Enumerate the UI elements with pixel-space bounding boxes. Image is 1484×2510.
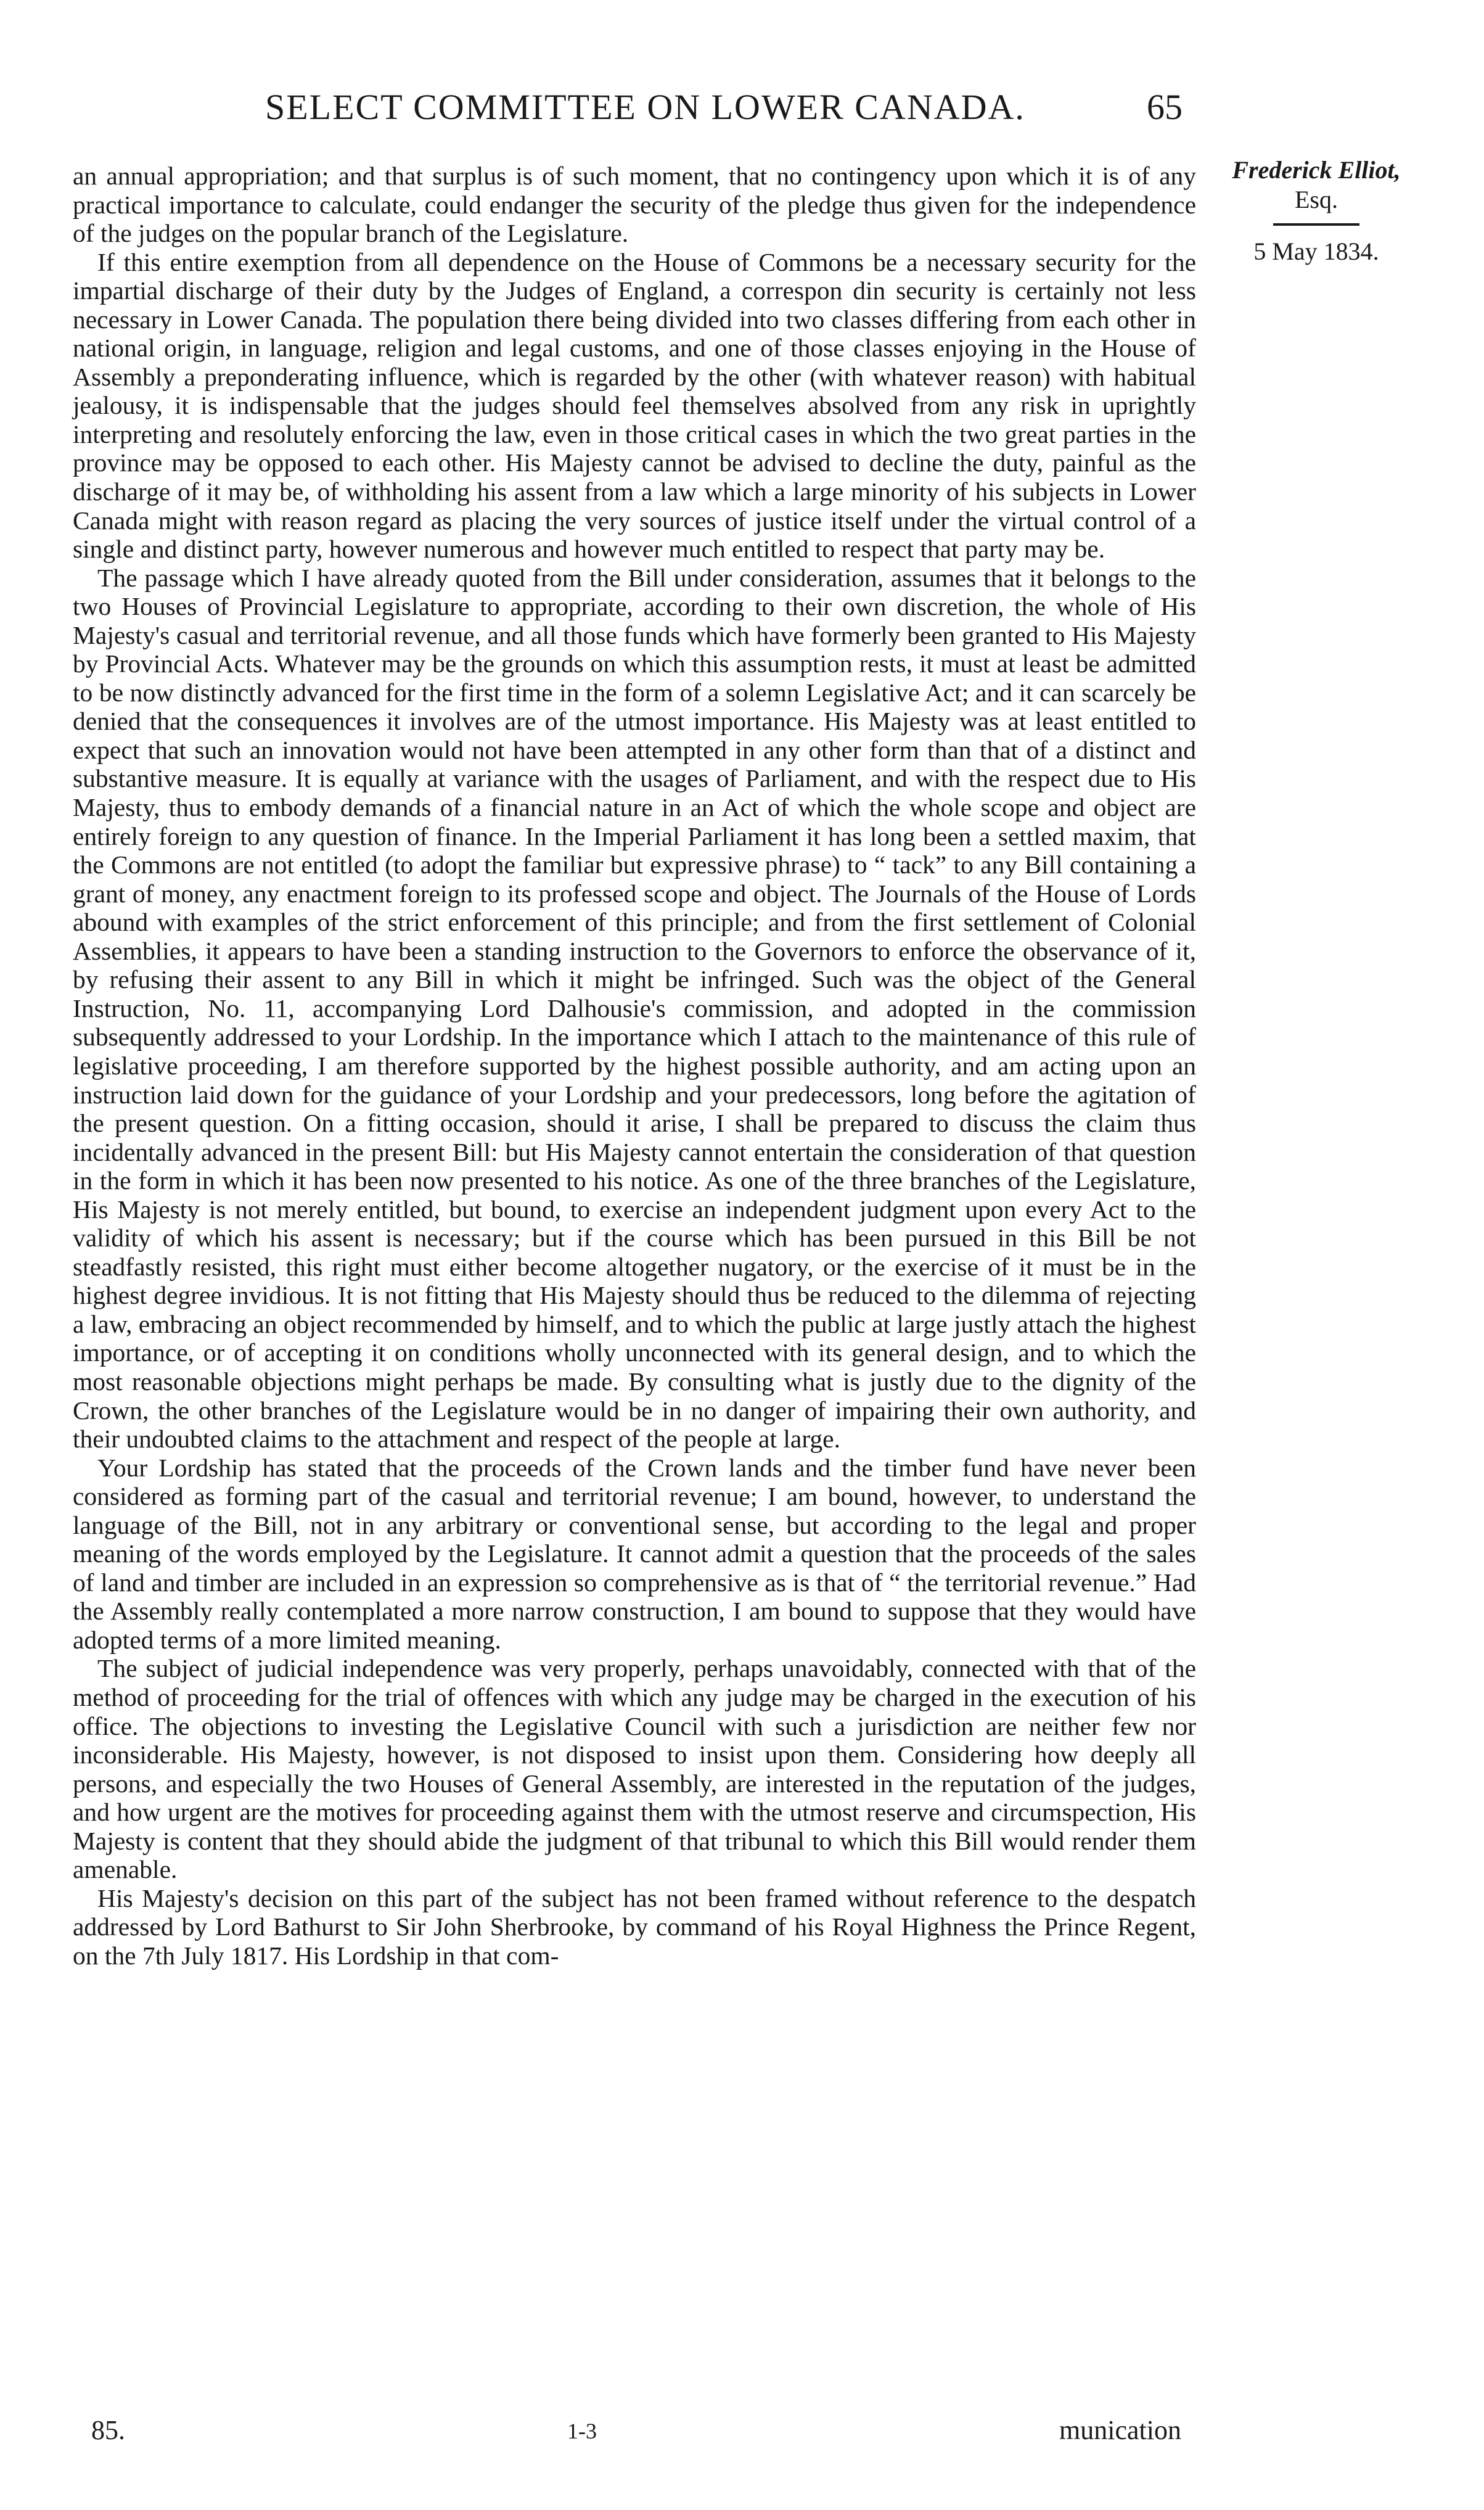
paragraph: The passage which I have already quoted from the Bill under consideration, assumes that it belongs to the two Houses of Provincial Legislature to appropriate, according to their own discretion, the whole of His Majesty's casual and territorial revenue, and all those funds which have formerly been granted to His Majesty by Provincial Acts. Whatever may be the grounds on which this assumption rests, it must at least be admitted to be now distinctly advanced for the first time in the form of a solemn Legislative Act; and it can scarcely be denied that the consequences it involves are of the utmost importance. His Majesty was at least entitled to expect that such an innovation would not have been attempted in any other form than that of a distinct and substantive measure. It is equally at variance with the usages of Parliament, and with the respect due to His Majesty, thus to embody demands of a financial nature in an Act of which the whole scope and object are entirely foreign to any question of finance. In the Imperial Parliament it has long been a settled maxim, that the Commons are not entitled (to adopt the familiar but expressive phrase) to “ tack” to any Bill containing a grant of money, any enactment foreign to its professed scope and object. The Journals of the House of Lords abound with examples of the strict enforcement of this principle; and from the first settlement of Colonial Assemblies, it appears to have been a standing instruction to the Governors to enforce the observance of it, by refusing their assent to any Bill in which it might be infringed. Such was the object of the General Instruction, No. 11, accompanying Lord Dalhousie's commission, and adopted in the commission subsequently addressed to your Lordship. In the importance which I attach to the maintenance of this rule of legislative proceeding, I am therefore supported by the highest possible authority, and am acting upon an instruction laid down for the guidance of your Lordship and your predecessors, long before the agitation of the present question. On a fitting occasion, should it arise, I shall be prepared to discuss the claim thus incidentally advanced in the present Bill: but His Majesty cannot entertain the consideration of that question in the form in which it has been now presented to his notice. As one of the three branches of the Legislature, His Majesty is not merely entitled, but bound, to exercise an independent judgment upon every Act to the validity of which his assent is necessary; but if the course which has been pursued in this Bill be not steadfastly resisted, this right must either become altogether nugatory, or the exercise of it must be in the highest degree invidious. It is not fitting that His Majesty should thus be reduced to the dilemma of rejecting a law, embracing an object recommended by himself, and to which the public at large justly attach the highest importance, or of accepting it on conditions wholly unconnected with its general design, and to which the most reasonable objections might perhaps be made. By consulting what is justly due to the dignity of the Crown, the other branches of the Legislature would be in no danger of impairing their own authority, and their undoubted claims to the attachment and respect of the people at large. [73,563,1196,1454]
page-number: 65 [1147,87,1183,127]
paragraph: His Majesty's decision on this part of the subject has not been framed without reference to the despatch addressed by Lord Bathurst to Sir John Sherbrooke, by command of his Royal Highness the Prince Regent, on the 7th July 1817. His Lordship in that com- [73,1883,1196,1970]
signature-mark: 85. [91,2415,125,2445]
witness-suffix: Esq. [1295,186,1338,213]
witness-name: Frederick Elliot, [1232,156,1401,184]
margin-rule [1273,223,1359,226]
paragraph: If this entire exemption from all dependence on the House of Commons be a necessary security for the impartial discharge of their duty by the Judges of England, a correspon din security is certainly not less necessary in Lower Canada. The population there being divided into two classes differing from each other in national origin, in language, religion and legal customs, and one of those classes enjoying in the House of Assembly a preponderating influence, which is regarded by the other (with whatever reason) with habitual jealousy, it is indispensable that the judges should feel themselves absolved from any risk in uprightly interpreting and resolutely enforcing the law, even in those critical cases in which the two great parties in the province may be opposed to each other. His Majesty cannot be advised to decline the duty, painful as the discharge of it may be, of withholding his assent from a law which a large minority of his subjects in Lower Canada might with reason regard as placing the very sources of justice itself under the virtual control of a single and distinct party, however numerous and however much entitled to respect that party may be. [73,247,1196,564]
paragraph: The subject of judicial independence was very properly, perhaps unavoidably, connected with that of the method of proceeding for the trial of offences with which any judge may be charged in the execution of his office. The objections to investing the Legislative Council with such a jurisdiction are neither few nor inconsiderable. His Majesty, however, is not disposed to insist upon them. Considering how deeply all persons, and especially the two Houses of General Assembly, are interested in the reputation of the judges, and how urgent are the motives for proceeding against them with the utmost reserve and circumspection, His Majesty is content that they should abide the judgment of that tribunal to which this Bill would render them amenable. [73,1654,1196,1884]
page-footer [0,2414,1484,2451]
page-title: SELECT COMMITTEE ON LOWER CANADA. [265,87,1025,127]
running-header [0,86,1484,142]
paragraph: an annual appropriation; and that surplus is of such moment, that no contingency upon which it is of any practical importance to calculate, could endanger the security of the pledge thus given for the independence of the judges on the popular branch of the Legislature. [73,162,1196,248]
margin-note [1218,155,1415,266]
paragraph: Your Lordship has stated that the proceeds of the Crown lands and the timber fund have never been considered as forming part of the casual and territorial revenue; I am bound, however, to understand the language of the Bill, not in any arbitrary or conventional sense, but according to the legal and proper meaning of the words employed by the Legislature. It cannot admit a question that the proceeds of the sales of land and timber are included in an expression so comprehensive as is that of “ the territorial revenue.” Had the Assembly really contemplated a more narrow construction, I am bound to suppose that they would have adopted terms of a more limited meaning. [73,1453,1196,1654]
gathering-mark: 1-3 [567,2419,597,2443]
catchword: munication [1059,2415,1181,2445]
body-text [73,162,1196,1970]
testimony-date: 5 May 1834. [1253,237,1379,265]
